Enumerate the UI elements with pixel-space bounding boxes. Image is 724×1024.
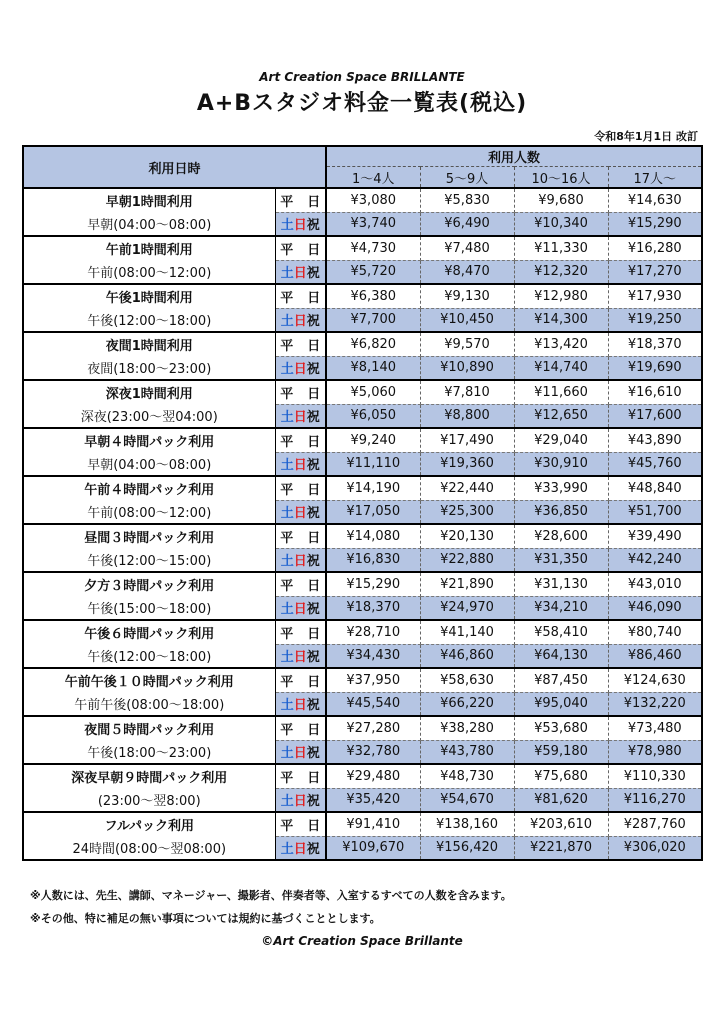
weekday-price: ¥75,680 xyxy=(514,764,608,788)
plan-time-range: 深夜(23:00～翌04:00) xyxy=(23,404,275,428)
weekday-char: 平 xyxy=(280,482,294,498)
weekday-char: 平 xyxy=(280,530,294,546)
weekday-price: ¥39,490 xyxy=(608,524,702,548)
holiday-price: ¥46,090 xyxy=(608,596,702,620)
plan-name: 昼間３時間パック利用 xyxy=(23,524,275,548)
holiday-price: ¥11,110 xyxy=(326,452,420,476)
weekday-char: 日 xyxy=(307,386,321,402)
weekday-price: ¥9,680 xyxy=(514,188,608,212)
saturday-char: 土 xyxy=(280,698,294,714)
plan-time-range: 午前(08:00～12:00) xyxy=(23,500,275,524)
holiday-label xyxy=(275,836,326,860)
holiday-price: ¥8,470 xyxy=(420,260,514,284)
holiday-price: ¥132,220 xyxy=(608,692,702,716)
holiday-label xyxy=(275,452,326,476)
holiday-price: ¥42,240 xyxy=(608,548,702,572)
weekday-price: ¥27,280 xyxy=(326,716,420,740)
weekday-price: ¥7,810 xyxy=(420,380,514,404)
weekday-price: ¥80,740 xyxy=(608,620,702,644)
plan-holiday-row xyxy=(23,596,702,620)
saturday-char: 土 xyxy=(280,842,294,858)
plan-holiday-row xyxy=(23,788,702,812)
sunday-char: 日 xyxy=(293,266,307,282)
holiday-price: ¥17,270 xyxy=(608,260,702,284)
weekday-price: ¥110,330 xyxy=(608,764,702,788)
weekday-char: 平 xyxy=(280,434,294,450)
weekday-price: ¥14,080 xyxy=(326,524,420,548)
holiday-price: ¥10,890 xyxy=(420,356,514,380)
weekday-price: ¥20,130 xyxy=(420,524,514,548)
holiday-label xyxy=(275,404,326,428)
plan-holiday-row xyxy=(23,404,702,428)
weekday-char: 平 xyxy=(280,242,294,258)
saturday-char: 土 xyxy=(280,794,294,810)
weekday-price: ¥16,280 xyxy=(608,236,702,260)
date-header: 利用日時 xyxy=(23,146,326,188)
holiday-price: ¥30,910 xyxy=(514,452,608,476)
plan-time-range: 午後(12:00～18:00) xyxy=(23,644,275,668)
saturday-char: 土 xyxy=(280,410,294,426)
sunday-char: 日 xyxy=(293,506,307,522)
holiday-price: ¥46,860 xyxy=(420,644,514,668)
weekday-char: 日 xyxy=(307,626,321,642)
weekday-price: ¥15,290 xyxy=(326,572,420,596)
plan-time-range: 午後(15:00～18:00) xyxy=(23,596,275,620)
plan-weekday-row xyxy=(23,524,702,548)
holiday-price: ¥221,870 xyxy=(514,836,608,860)
plan-holiday-row xyxy=(23,500,702,524)
holiday-price: ¥25,300 xyxy=(420,500,514,524)
holiday-price: ¥45,760 xyxy=(608,452,702,476)
holiday-price: ¥78,980 xyxy=(608,740,702,764)
plan-weekday-row xyxy=(23,764,702,788)
weekday-price: ¥9,130 xyxy=(420,284,514,308)
plan-weekday-row xyxy=(23,380,702,404)
plan-holiday-row xyxy=(23,740,702,764)
weekday-char: 平 xyxy=(280,626,294,642)
weekday-price: ¥29,040 xyxy=(514,428,608,452)
weekday-price: ¥6,380 xyxy=(326,284,420,308)
national-holiday-char: 祝 xyxy=(306,314,320,330)
weekday-char: 平 xyxy=(280,722,294,738)
holiday-label xyxy=(275,788,326,812)
plan-weekday-row xyxy=(23,668,702,692)
holiday-price: ¥17,050 xyxy=(326,500,420,524)
weekday-price: ¥17,930 xyxy=(608,284,702,308)
weekday-price: ¥91,410 xyxy=(326,812,420,836)
plan-weekday-row xyxy=(23,620,702,644)
weekday-price: ¥28,600 xyxy=(514,524,608,548)
saturday-char: 土 xyxy=(280,554,294,570)
national-holiday-char: 祝 xyxy=(306,218,320,234)
weekday-char: 日 xyxy=(307,194,321,210)
holiday-price: ¥45,540 xyxy=(326,692,420,716)
national-holiday-char: 祝 xyxy=(306,458,320,474)
national-holiday-char: 祝 xyxy=(306,698,320,714)
revision-date: 令和8年1月1日 改訂 xyxy=(594,130,698,143)
saturday-char: 土 xyxy=(280,314,294,330)
weekday-price: ¥5,060 xyxy=(326,380,420,404)
weekday-label xyxy=(275,572,326,596)
weekday-char: 日 xyxy=(307,482,321,498)
holiday-label xyxy=(275,644,326,668)
plan-weekday-row xyxy=(23,284,702,308)
weekday-price: ¥73,480 xyxy=(608,716,702,740)
plan-weekday-row xyxy=(23,332,702,356)
weekday-label xyxy=(275,812,326,836)
price-table xyxy=(22,145,703,861)
holiday-price: ¥43,780 xyxy=(420,740,514,764)
plan-name: フルパック利用 xyxy=(23,812,275,836)
weekday-price: ¥43,010 xyxy=(608,572,702,596)
holiday-label xyxy=(275,692,326,716)
weekday-price: ¥33,990 xyxy=(514,476,608,500)
weekday-price: ¥9,570 xyxy=(420,332,514,356)
sunday-char: 日 xyxy=(293,794,307,810)
weekday-price: ¥9,240 xyxy=(326,428,420,452)
people-header: 利用人数 xyxy=(326,146,702,167)
weekday-char: 平 xyxy=(280,818,294,834)
weekday-label xyxy=(275,188,326,212)
column-header: 10～16人 xyxy=(514,167,608,189)
holiday-price: ¥22,880 xyxy=(420,548,514,572)
holiday-price: ¥12,320 xyxy=(514,260,608,284)
national-holiday-char: 祝 xyxy=(306,746,320,762)
plan-name: 午後６時間パック利用 xyxy=(23,620,275,644)
sunday-char: 日 xyxy=(293,314,307,330)
weekday-price: ¥58,410 xyxy=(514,620,608,644)
weekday-char: 平 xyxy=(280,578,294,594)
holiday-price: ¥81,620 xyxy=(514,788,608,812)
holiday-price: ¥109,670 xyxy=(326,836,420,860)
holiday-price: ¥66,220 xyxy=(420,692,514,716)
weekday-char: 日 xyxy=(307,290,321,306)
plan-time-range: 24時間(08:00～翌08:00) xyxy=(23,836,275,860)
national-holiday-char: 祝 xyxy=(306,842,320,858)
weekday-label xyxy=(275,284,326,308)
holiday-price: ¥14,300 xyxy=(514,308,608,332)
sunday-char: 日 xyxy=(293,458,307,474)
saturday-char: 土 xyxy=(280,458,294,474)
plan-holiday-row xyxy=(23,212,702,236)
weekday-price: ¥12,980 xyxy=(514,284,608,308)
sunday-char: 日 xyxy=(293,362,307,378)
sunday-char: 日 xyxy=(293,746,307,762)
saturday-char: 土 xyxy=(280,506,294,522)
weekday-price: ¥41,140 xyxy=(420,620,514,644)
weekday-price: ¥6,820 xyxy=(326,332,420,356)
weekday-label xyxy=(275,236,326,260)
weekday-price: ¥48,840 xyxy=(608,476,702,500)
weekday-char: 平 xyxy=(280,290,294,306)
plan-weekday-row xyxy=(23,236,702,260)
saturday-char: 土 xyxy=(280,602,294,618)
weekday-price: ¥7,480 xyxy=(420,236,514,260)
note-terms: ※その他、特に補足の無い事項については規約に基づくこととします。 xyxy=(30,912,381,925)
national-holiday-char: 祝 xyxy=(306,602,320,618)
holiday-label xyxy=(275,740,326,764)
plan-holiday-row xyxy=(23,644,702,668)
holiday-price: ¥95,040 xyxy=(514,692,608,716)
sunday-char: 日 xyxy=(293,650,307,666)
plan-holiday-row xyxy=(23,836,702,860)
plan-time-range: 早朝(04:00～08:00) xyxy=(23,212,275,236)
holiday-price: ¥31,350 xyxy=(514,548,608,572)
weekday-char: 日 xyxy=(307,242,321,258)
holiday-label xyxy=(275,356,326,380)
weekday-char: 平 xyxy=(280,674,294,690)
weekday-price: ¥43,890 xyxy=(608,428,702,452)
holiday-price: ¥6,050 xyxy=(326,404,420,428)
weekday-label xyxy=(275,764,326,788)
sunday-char: 日 xyxy=(293,218,307,234)
weekday-price: ¥21,890 xyxy=(420,572,514,596)
weekday-char: 平 xyxy=(280,386,294,402)
plan-holiday-row xyxy=(23,308,702,332)
holiday-price: ¥19,690 xyxy=(608,356,702,380)
weekday-price: ¥29,480 xyxy=(326,764,420,788)
column-header: 5～9人 xyxy=(420,167,514,189)
weekday-price: ¥138,160 xyxy=(420,812,514,836)
weekday-price: ¥22,440 xyxy=(420,476,514,500)
plan-weekday-row xyxy=(23,428,702,452)
holiday-price: ¥12,650 xyxy=(514,404,608,428)
weekday-label xyxy=(275,668,326,692)
saturday-char: 土 xyxy=(280,218,294,234)
holiday-price: ¥8,140 xyxy=(326,356,420,380)
holiday-price: ¥34,430 xyxy=(326,644,420,668)
brand-name: Art Creation Space BRILLANTE xyxy=(259,70,465,84)
holiday-price: ¥6,490 xyxy=(420,212,514,236)
weekday-price: ¥37,950 xyxy=(326,668,420,692)
holiday-price: ¥54,670 xyxy=(420,788,514,812)
plan-name: 夕方３時間パック利用 xyxy=(23,572,275,596)
weekday-label xyxy=(275,428,326,452)
sunday-char: 日 xyxy=(293,410,307,426)
plan-name: 深夜早朝９時間パック利用 xyxy=(23,764,275,788)
weekday-char: 日 xyxy=(307,530,321,546)
sunday-char: 日 xyxy=(293,698,307,714)
plan-name: 午前1時間利用 xyxy=(23,236,275,260)
weekday-price: ¥58,630 xyxy=(420,668,514,692)
weekday-price: ¥14,630 xyxy=(608,188,702,212)
copyright: ©Art Creation Space Brillante xyxy=(261,934,463,948)
holiday-price: ¥306,020 xyxy=(608,836,702,860)
weekday-price: ¥48,730 xyxy=(420,764,514,788)
weekday-price: ¥31,130 xyxy=(514,572,608,596)
plan-name: 早朝４時間パック利用 xyxy=(23,428,275,452)
holiday-price: ¥8,800 xyxy=(420,404,514,428)
holiday-price: ¥16,830 xyxy=(326,548,420,572)
holiday-price: ¥5,720 xyxy=(326,260,420,284)
holiday-price: ¥7,700 xyxy=(326,308,420,332)
saturday-char: 土 xyxy=(280,650,294,666)
national-holiday-char: 祝 xyxy=(306,266,320,282)
national-holiday-char: 祝 xyxy=(306,506,320,522)
plan-holiday-row xyxy=(23,548,702,572)
weekday-price: ¥11,330 xyxy=(514,236,608,260)
plan-holiday-row xyxy=(23,692,702,716)
plan-weekday-row xyxy=(23,716,702,740)
saturday-char: 土 xyxy=(280,746,294,762)
plan-weekday-row xyxy=(23,188,702,212)
holiday-label xyxy=(275,500,326,524)
weekday-char: 日 xyxy=(307,434,321,450)
plan-name: 午前４時間パック利用 xyxy=(23,476,275,500)
page-title: A+Bスタジオ料金一覧表(税込) xyxy=(196,91,528,116)
plan-time-range: 午後(12:00～18:00) xyxy=(23,308,275,332)
weekday-price: ¥28,710 xyxy=(326,620,420,644)
holiday-price: ¥64,130 xyxy=(514,644,608,668)
holiday-label xyxy=(275,308,326,332)
holiday-price: ¥19,250 xyxy=(608,308,702,332)
weekday-label xyxy=(275,476,326,500)
weekday-price: ¥53,680 xyxy=(514,716,608,740)
holiday-price: ¥36,850 xyxy=(514,500,608,524)
plan-time-range: 早朝(04:00～08:00) xyxy=(23,452,275,476)
national-holiday-char: 祝 xyxy=(306,650,320,666)
holiday-price: ¥18,370 xyxy=(326,596,420,620)
holiday-price: ¥15,290 xyxy=(608,212,702,236)
plan-holiday-row xyxy=(23,452,702,476)
sunday-char: 日 xyxy=(293,842,307,858)
plan-name: 夜間1時間利用 xyxy=(23,332,275,356)
holiday-price: ¥35,420 xyxy=(326,788,420,812)
weekday-char: 平 xyxy=(280,770,294,786)
plan-holiday-row xyxy=(23,356,702,380)
weekday-price: ¥11,660 xyxy=(514,380,608,404)
column-header: 1～4人 xyxy=(326,167,420,189)
holiday-label xyxy=(275,212,326,236)
holiday-label xyxy=(275,596,326,620)
saturday-char: 土 xyxy=(280,266,294,282)
weekday-price: ¥4,730 xyxy=(326,236,420,260)
national-holiday-char: 祝 xyxy=(306,794,320,810)
holiday-price: ¥116,270 xyxy=(608,788,702,812)
weekday-price: ¥17,490 xyxy=(420,428,514,452)
weekday-price: ¥203,610 xyxy=(514,812,608,836)
holiday-price: ¥10,450 xyxy=(420,308,514,332)
holiday-price: ¥3,740 xyxy=(326,212,420,236)
national-holiday-char: 祝 xyxy=(306,410,320,426)
holiday-price: ¥19,360 xyxy=(420,452,514,476)
price-table-body xyxy=(23,188,702,860)
weekday-char: 平 xyxy=(280,338,294,354)
plan-name: 深夜1時間利用 xyxy=(23,380,275,404)
plan-time-range: 午前午後(08:00～18:00) xyxy=(23,692,275,716)
weekday-char: 日 xyxy=(307,578,321,594)
national-holiday-char: 祝 xyxy=(306,554,320,570)
plan-time-range: 夜間(18:00～23:00) xyxy=(23,356,275,380)
plan-name: 早朝1時間利用 xyxy=(23,188,275,212)
weekday-label xyxy=(275,620,326,644)
weekday-price: ¥87,450 xyxy=(514,668,608,692)
column-header: 17人～ xyxy=(608,167,702,189)
weekday-char: 平 xyxy=(280,194,294,210)
note-people: ※人数には、先生、講師、マネージャー、撮影者、伴奏者等、入室するすべての人数を含みます。 xyxy=(30,889,512,902)
weekday-price: ¥287,760 xyxy=(608,812,702,836)
weekday-price: ¥5,830 xyxy=(420,188,514,212)
sunday-char: 日 xyxy=(293,602,307,618)
weekday-char: 日 xyxy=(307,818,321,834)
saturday-char: 土 xyxy=(280,362,294,378)
weekday-price: ¥13,420 xyxy=(514,332,608,356)
holiday-price: ¥24,970 xyxy=(420,596,514,620)
holiday-price: ¥32,780 xyxy=(326,740,420,764)
plan-name: 午後1時間利用 xyxy=(23,284,275,308)
plan-weekday-row xyxy=(23,812,702,836)
sunday-char: 日 xyxy=(293,554,307,570)
holiday-price: ¥51,700 xyxy=(608,500,702,524)
weekday-char: 日 xyxy=(307,674,321,690)
plan-time-range: (23:00～翌8:00) xyxy=(23,788,275,812)
weekday-price: ¥38,280 xyxy=(420,716,514,740)
weekday-price: ¥16,610 xyxy=(608,380,702,404)
weekday-label xyxy=(275,524,326,548)
holiday-price: ¥156,420 xyxy=(420,836,514,860)
weekday-price: ¥18,370 xyxy=(608,332,702,356)
holiday-price: ¥17,600 xyxy=(608,404,702,428)
weekday-label xyxy=(275,716,326,740)
plan-time-range: 午前(08:00～12:00) xyxy=(23,260,275,284)
weekday-char: 日 xyxy=(307,770,321,786)
plan-holiday-row xyxy=(23,260,702,284)
weekday-price: ¥14,190 xyxy=(326,476,420,500)
plan-time-range: 午後(18:00～23:00) xyxy=(23,740,275,764)
holiday-label xyxy=(275,260,326,284)
weekday-price: ¥124,630 xyxy=(608,668,702,692)
plan-weekday-row xyxy=(23,476,702,500)
holiday-price: ¥86,460 xyxy=(608,644,702,668)
weekday-price: ¥3,080 xyxy=(326,188,420,212)
holiday-price: ¥59,180 xyxy=(514,740,608,764)
plan-weekday-row xyxy=(23,572,702,596)
weekday-char: 日 xyxy=(307,338,321,354)
national-holiday-char: 祝 xyxy=(306,362,320,378)
plan-name: 午前午後１０時間パック利用 xyxy=(23,668,275,692)
holiday-label xyxy=(275,548,326,572)
plan-name: 夜間５時間パック利用 xyxy=(23,716,275,740)
holiday-price: ¥10,340 xyxy=(514,212,608,236)
plan-time-range: 午後(12:00～15:00) xyxy=(23,548,275,572)
weekday-char: 日 xyxy=(307,722,321,738)
weekday-label xyxy=(275,332,326,356)
holiday-price: ¥14,740 xyxy=(514,356,608,380)
weekday-label xyxy=(275,380,326,404)
holiday-price: ¥34,210 xyxy=(514,596,608,620)
